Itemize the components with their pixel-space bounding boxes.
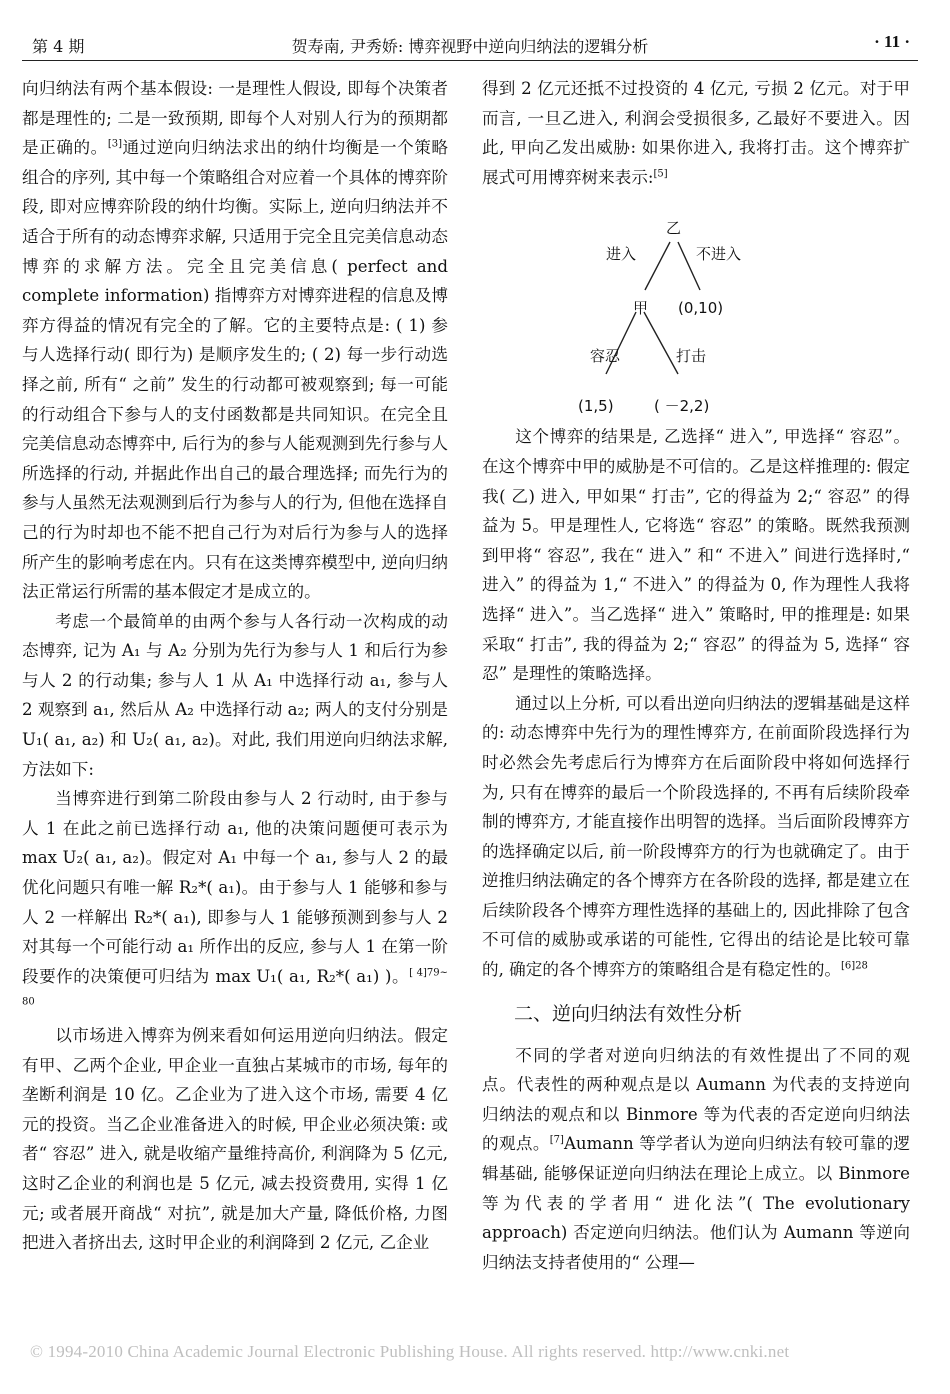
header-rule <box>22 60 918 61</box>
tree-tolerate-label: 容忍 <box>590 347 621 366</box>
tree-root-label: 乙 <box>666 219 682 238</box>
edge-enter <box>645 242 670 290</box>
paragraph: 向归纳法有两个基本假设: 一是理性人假设, 即每个决策者都是理性的; 二是一致预期, 即每个人对别人行为的预期都是正确的。[3]通过逆向归纳法求出的纳什均衡是一个策略组合的序列, 其中每一个策略组合对应着一个具体的博弈阶段, 即对应博弈阶段的纳什均衡。实际上, 逆向归纳法并不适合于所有的动态博弈求解, 只适用于完全且完美信息动态博弈的求解方法。完全且完美信息( perfect and complete information) 指博弈方对博弈进程的信息及博弈方得益的情况有完全的了解。它的主要特点是: ( 1) 参与人选择行动( 即行为) 是顺序发生的; ( 2) 每一步行动选择之前, 所有“ 之前” 发生的行动都可被观察到; 每一可能的行动组合下参与人的支付函数都是共同知识。在完全且完美信息动态博弈中, 后行为的参与人能观测到先行参与人所选择的行动, 并据此作出自己的最合理选择; 而先行为的参与人虽然无法观测到后行为参与人的行为, 但他在选择自己的行为时却也不能不把自己行为对后行为参与人的选择所产生的影响考虑在内。只有在这类博弈模型中, 逆向归纳法正常运行所需的基本假定才是成立的。 <box>22 79 449 602</box>
tree-payoff-not-enter: (0,10) <box>678 299 724 318</box>
running-title: 贺寿南, 尹秀娇: 博弈视野中逆向归纳法的逻辑分析 <box>291 37 649 56</box>
section-heading: 二、逆向归纳法有效性分析 <box>514 1002 743 1025</box>
tree-enter-label: 进入 <box>606 245 637 264</box>
edge-fight <box>644 312 678 374</box>
tree-fight-label: 打击 <box>676 347 707 366</box>
paragraph: 不同的学者对逆向归纳法的有效性提出了不同的观点。代表性的两种观点是以 Aumann 为代表的支持逆向归纳法的观点和以 Binmore 等为代表的否定逆向归纳法的观点。[7]Aumann 等学者认为逆向归纳法有较可靠的逻辑基础, 能够保证逆向归纳法在理论上成立。以 Binmore 等为代表的学者用“ 进化法”( The evolutionary approach) 否定逆向归纳法。他们认为 Aumann 等逆向归纳法支持者使用的“ 公理— <box>482 1045 910 1272</box>
paragraph: 这个博弈的结果是, 乙选择“ 进入”, 甲选择“ 容忍”。在这个博弈中甲的威胁是不可信的。乙是这样推理的: 假定我( 乙) 进入, 甲如果“ 打击”, 它的得益为 2;“ 容忍” 的得益为 5。甲是理性人, 它将选“ 容忍” 的策略。既然我预测到甲将“ 容忍”, 我在“ 进入” 和“ 不进入” 间进行选择时,“ 进入” 的得益为 1,“ 不进入” 的得益为 0, 作为理性人我将选择“ 进入”。当乙选择“ 进入” 策略时, 甲的推理是: 如果采取“ 打击”, 我的得益为 2;“ 容忍” 的得益为 5, 选择“ 容忍” 是理性的策略选择。 <box>482 427 910 684</box>
game-tree-figure <box>482 194 910 420</box>
citation: [6]28 <box>841 960 868 972</box>
tree-payoff-tolerate: (1,5) <box>578 397 614 416</box>
copyright-footer: © 1994-2010 China Academic Journal Electronic Publishing House. All rights reserved. http://www.cnki.net <box>30 1342 790 1361</box>
tree-node2-label: 甲 <box>633 299 649 318</box>
paragraph: 考虑一个最简单的由两个参与人各行动一次构成的动态博弈, 记为 A₁ 与 A₂ 分别为先行为参与人 1 和后行为参与人 2 的行动集; 参与人 1 从 A₁ 中选择行动 a₁, 参与人 2 观察到 a₁, 然后从 A₂ 中选择行动 a₂; 两人的支付分别是 U₁( a₁, a₂) 和 U₂( a₁, a₂)。对此, 我们用逆向归纳法求解, 方法如下: <box>22 611 448 779</box>
citation: [7] <box>549 1134 564 1146</box>
citation: [ 4]79~ 80 <box>22 967 448 1008</box>
tree-payoff-fight: ( －2,2) <box>654 397 710 416</box>
citation: [5] <box>653 168 668 180</box>
paragraph: 当博弈进行到第二阶段由参与人 2 行动时, 由于参与人 1 在此之前已选择行动 a₁, 他的决策问题便可表示为 max U₂( a₁, a₂)。假定对 A₁ 中每一个 a₁, 参与人 2 的最优化问题只有唯一解 R₂*( a₁)。由于参与人 1 能够和参与人 2 一样解出 R₂*( a₁), 即参与人 1 能够预测到参与人 2 对其每一个可能行动 a₁ 所作出的反应, 参与人 1 在第一阶段要作的决策便可归结为 max U₁( a₁, R₂*( a₁) )。$^{[ 4]79\sim 80}$ <box>22 789 448 1008</box>
paragraph: 得到 2 亿元还抵不过投资的 4 亿元, 亏损 2 亿元。对于甲而言, 一旦乙进入, 利润会受损很多, 乙最好不要进入。因此, 甲向乙发出威胁: 如果你进入, 我将打击。这个博弈扩展式可用博弈树来表示:[5] <box>482 79 910 187</box>
left-column <box>22 74 448 1258</box>
page-number: · 11 · <box>874 32 910 51</box>
running-header <box>30 30 910 56</box>
right-column <box>482 74 910 1277</box>
tree-not-enter-label: 不进入 <box>696 245 742 264</box>
paragraph: 通过以上分析, 可以看出逆向归纳法的逻辑基础是这样的: 动态博弈中先行为的理性博弈方, 在前面阶段选择行为时必然会先考虑后行为博弈方在后面阶段中将如何选择行为, 只有在博弈的最后一个阶段选择的, 不再有后续阶段牵制的博弈方, 才能直接作出明智的选择。当后面阶段博弈方的选择确定以后, 前一阶段博弈方的行为也就确定了。由于逆推归纳法确定的各个博弈方在各阶段的选择, 都是建立在后续阶段各个博弈方理性选择的基础上的, 因此排除了包含不可信的威胁或承诺的可能性, 它得出的结论是比较可靠的, 确定的各个博弈方的策略组合是有稳定性的。$^{[6]28}$ <box>482 693 910 980</box>
citation: [3] <box>107 138 122 150</box>
paragraph: 以市场进入博弈为例来看如何运用逆向归纳法。假定有甲、乙两个企业, 甲企业一直独占某城市的市场, 每年的垄断利润是 10 亿。乙企业为了进入这个市场, 需要 4 亿元的投资。当乙企业准备进入的时候, 甲企业必须决策: 或者“ 容忍” 进入, 就是收缩产量维持高价, 利润降为 5 亿元, 这时乙企业的利润也是 5 亿元, 减去投资费用, 实得 1 亿元; 或者展开商战“ 对抗”, 就是加大产量, 降低价格, 力图把进入者挤出去, 这时甲企业的利润降到 2 亿元, 乙企业 <box>22 1026 448 1253</box>
issue-number: 第 4 期 <box>32 37 85 56</box>
